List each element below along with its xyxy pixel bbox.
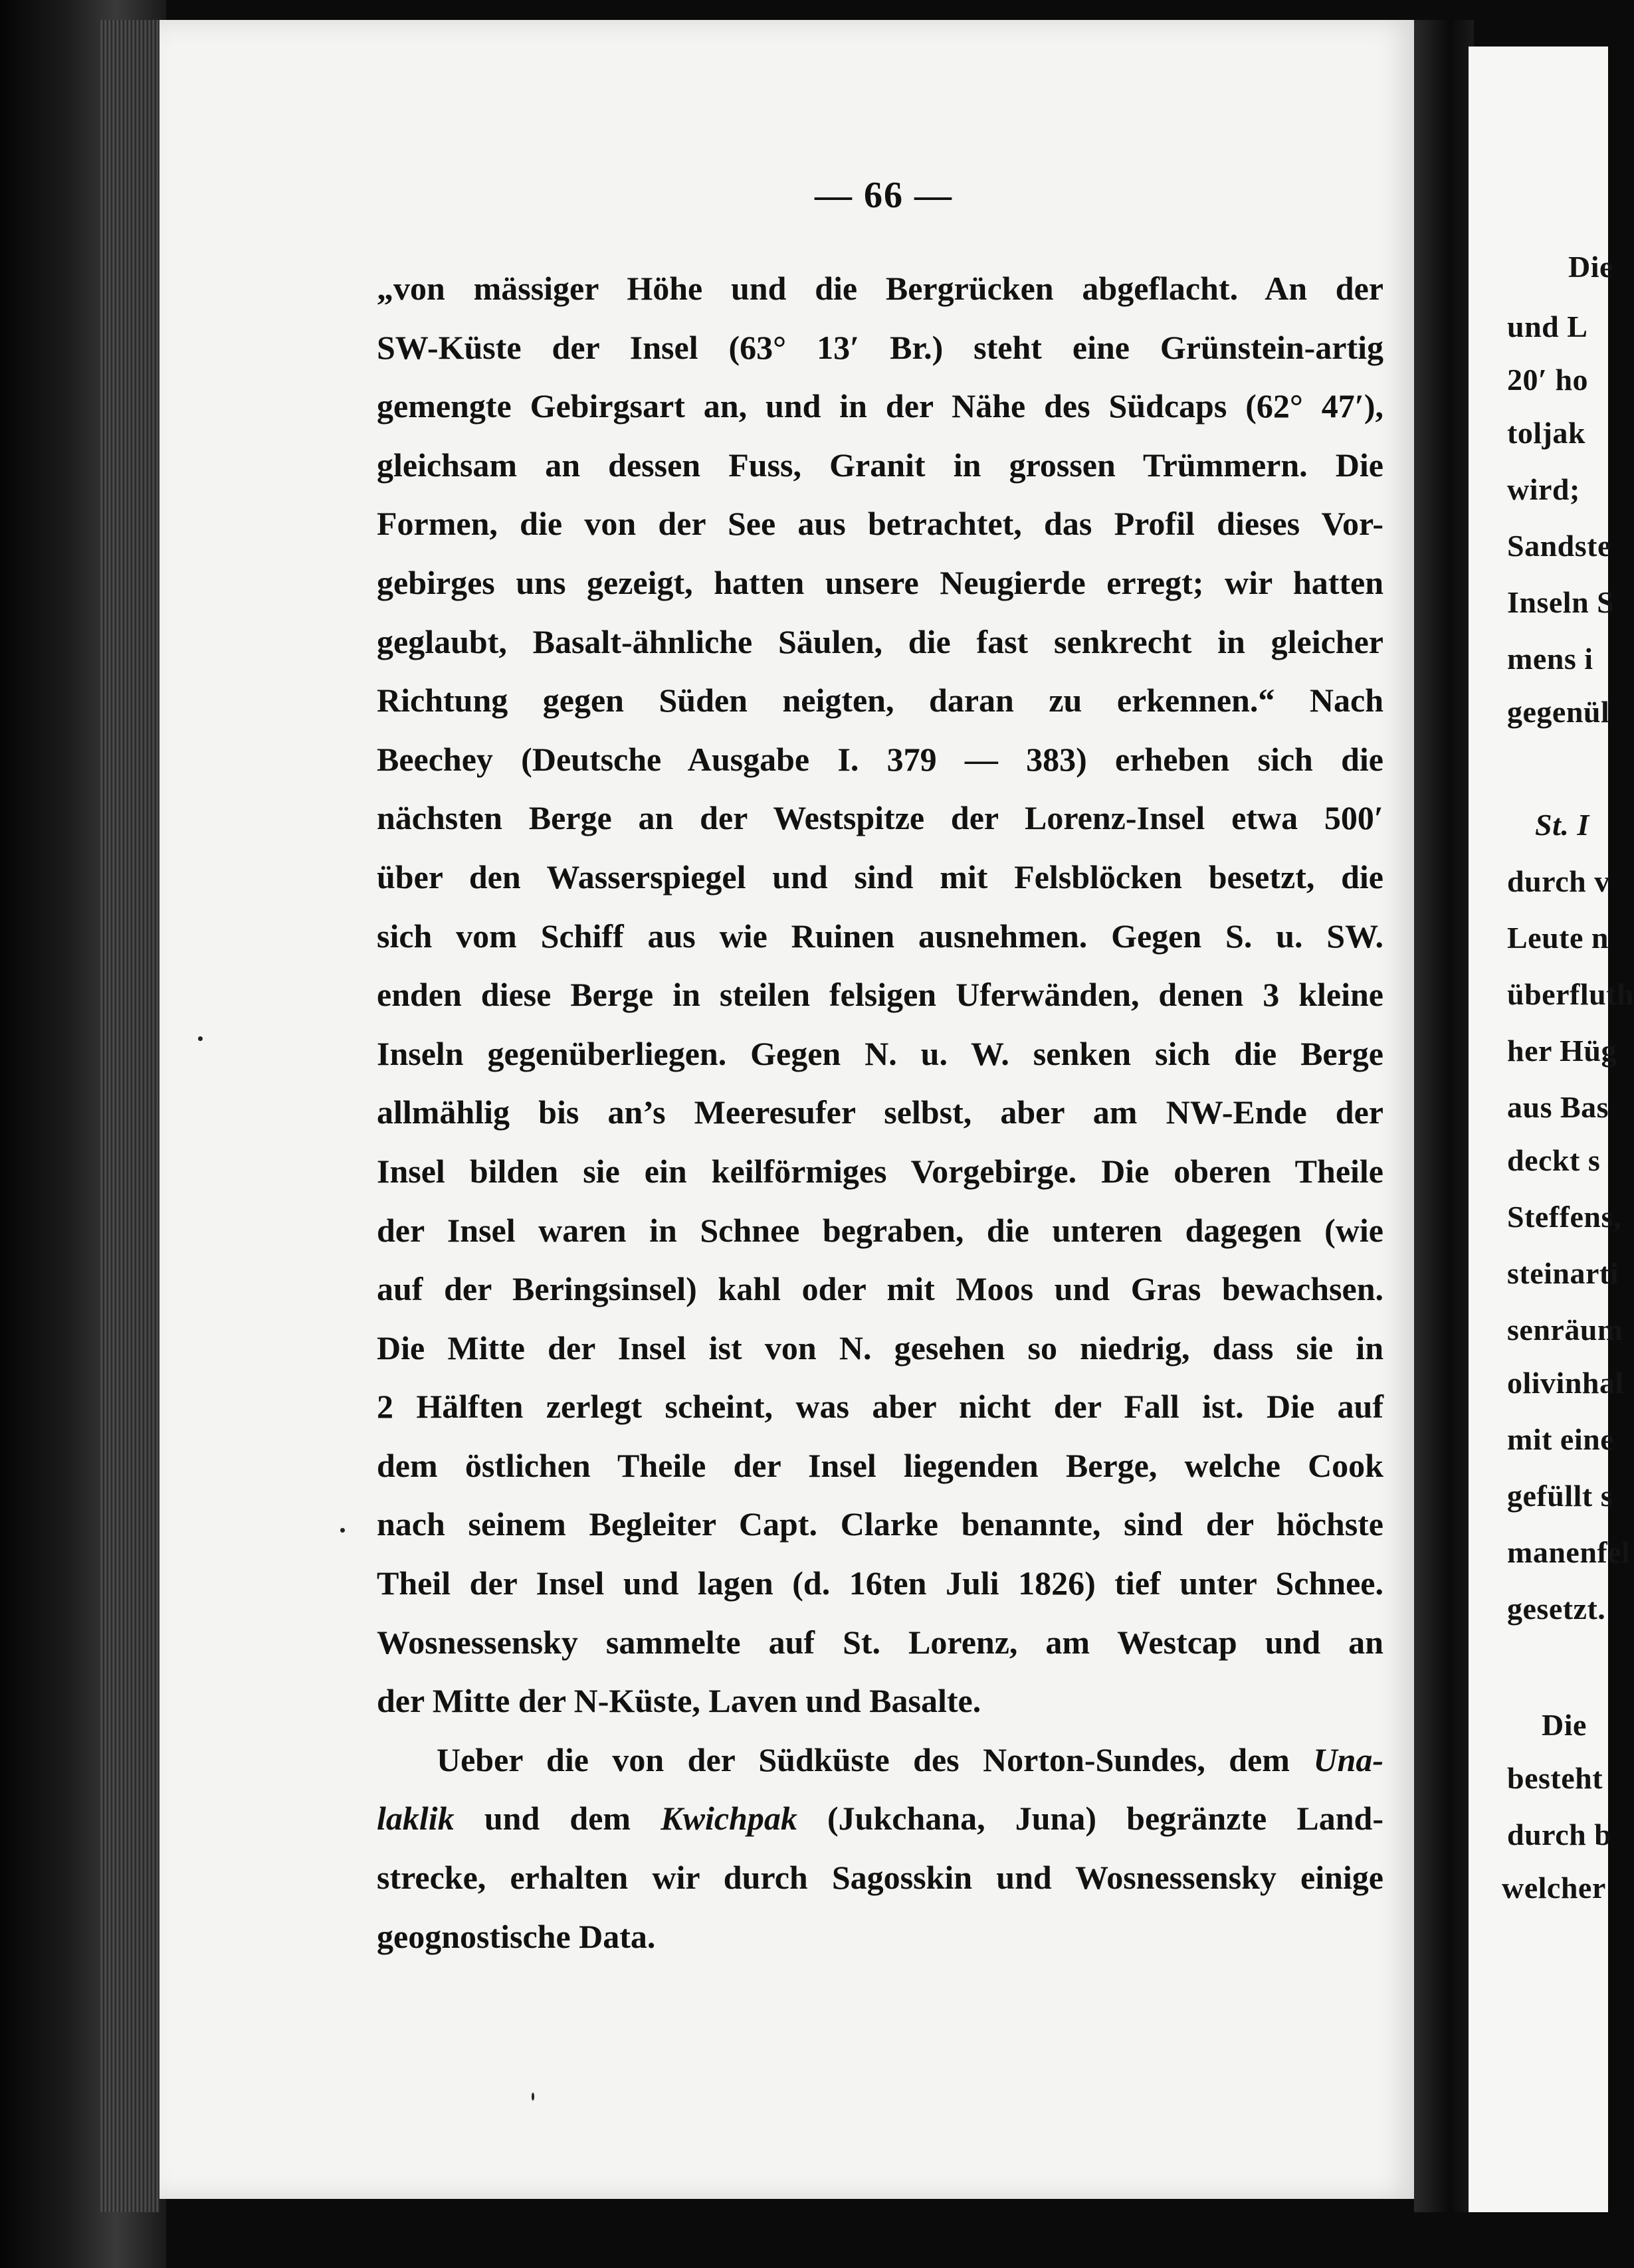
next-page-line: manenfel — [1507, 1535, 1631, 1569]
text-line: Beechey (Deutsche Ausgabe I. 379 — 383) erheben sich die — [377, 740, 1383, 778]
next-page-line: durch b — [1507, 1818, 1612, 1851]
text-line: auf der Beringsinsel) kahl oder mit Moos und Gras bewachsen. — [377, 1270, 1383, 1308]
paragraph-line — [377, 1789, 1383, 1848]
text-line: 2 Hälften zerlegt scheint, was aber nicht der Fall ist. Die auf — [377, 1388, 1383, 1426]
next-page-line: aus Bas — [1507, 1090, 1609, 1124]
text-line: Formen, die von der See aus betrachtet, das Profil dieses Vor- — [377, 505, 1383, 543]
text-line: sich vom Schiff aus wie Ruinen ausnehmen. Gegen S. u. SW. — [377, 917, 1383, 955]
page-number: — 66 — — [815, 175, 953, 216]
next-page-line: mit eine — [1507, 1422, 1615, 1456]
text-line: Theil der Insel und lagen (d. 16ten Juli 1826) tief unter Schnee. — [377, 1564, 1383, 1602]
paragraph-line — [377, 1731, 1383, 1790]
next-page-line: überfluth — [1507, 977, 1634, 1011]
next-page-line: wird; — [1507, 472, 1580, 506]
text-line: gemengte Gebirgsart an, und in der Nähe des Südcaps (62° 47′), — [377, 387, 1383, 425]
page-edges — [100, 20, 159, 2212]
next-page-line: 20′ ho — [1507, 363, 1589, 397]
next-page-line: gesetzt. — [1507, 1592, 1606, 1626]
text-run: (Jukchana, Juna) begränzte Land- — [797, 1800, 1383, 1838]
next-page-line: durch v — [1507, 864, 1610, 898]
next-page-line: welcher — [1502, 1871, 1606, 1905]
text-line: gleichsam an dessen Fuss, Granit in grossen Trümmern. Die — [377, 446, 1383, 484]
text-run: Ueber die von der Südküste des Norton-Sundes, dem — [437, 1741, 1314, 1778]
text-line: nach seinem Begleiter Capt. Clarke benannte, sind der höchste — [377, 1505, 1383, 1543]
text-line: Die Mitte der Insel ist von N. gesehen so niedrig, dass sie in — [377, 1329, 1383, 1367]
next-page-line: Inseln S — [1507, 585, 1615, 619]
place-name-unalaklik: Una- — [1313, 1741, 1383, 1778]
page-gutter — [1414, 20, 1474, 2212]
text-line: Wosnessensky sammelte auf St. Lorenz, am Westcap und an — [377, 1623, 1383, 1661]
next-page-line: und L — [1507, 310, 1588, 343]
text-line: über den Wasserspiegel und sind mit Felsblöcken besetzt, die — [377, 858, 1383, 896]
text-line: der Insel waren in Schnee begraben, die unteren dagegen (wie — [377, 1211, 1383, 1249]
next-page-line: her Hüg — [1507, 1034, 1617, 1068]
place-name-unalaklik: laklik — [377, 1800, 455, 1838]
print-speck — [532, 2093, 534, 2101]
text-line: nächsten Berge an der Westspitze der Lorenz-Insel etwa 500′ — [377, 799, 1383, 837]
next-page-line: Die — [1568, 250, 1613, 284]
next-page-line: gefüllt s — [1507, 1479, 1613, 1513]
next-page-line: mens i — [1507, 642, 1593, 676]
text-line: SW-Küste der Insel (63° 13′ Br.) steht eine Grünstein-artig — [377, 328, 1383, 366]
paragraph-line: geognostische Data. — [377, 1917, 656, 1955]
text-line: gebirges uns gezeigt, hatten unsere Neugierde erregt; wir hatten — [377, 563, 1383, 601]
text-line: „von mässiger Höhe und die Bergrücken abgeflacht. An der — [377, 270, 1383, 307]
text-line: enden diese Berge in steilen felsigen Uferwänden, denen 3 kleine — [377, 976, 1383, 1014]
next-page-line: Leute n — [1507, 921, 1609, 955]
text-line: geglaubt, Basalt-ähnliche Säulen, die fast senkrecht in gleicher — [377, 622, 1383, 660]
next-page-line: deckt s — [1507, 1143, 1601, 1177]
next-page-line: Die — [1542, 1708, 1587, 1742]
print-speck — [340, 1528, 345, 1533]
text-line: dem östlichen Theile der Insel liegenden Berge, welche Cook — [377, 1446, 1383, 1484]
paragraph-line: strecke, erhalten wir durch Sagosskin und Wosnessensky einige — [377, 1859, 1383, 1897]
next-page-line: besteht — [1507, 1761, 1603, 1795]
next-page-line: senräum — [1507, 1313, 1623, 1347]
text-line: Inseln gegenüberliegen. Gegen N. u. W. senken sich die Berge — [377, 1034, 1383, 1072]
next-page-fragment — [1469, 47, 1634, 2212]
next-page-line: Sandste — [1507, 529, 1611, 563]
text-line: der Mitte der N-Küste, Laven und Basalte. — [377, 1682, 981, 1720]
place-name-kwichpak: Kwichpak — [661, 1800, 797, 1838]
next-page-line: olivinhal — [1507, 1366, 1624, 1400]
text-line: Richtung gegen Süden neigten, daran zu erkennen.“ Nach — [377, 682, 1383, 719]
next-page-line: toljak — [1507, 416, 1585, 450]
print-speck — [198, 1036, 203, 1041]
text-run: und dem — [454, 1800, 661, 1838]
body-text — [377, 259, 1383, 1966]
text-line: Insel bilden sie ein keilförmiges Vorgebirge. Die oberen Theile — [377, 1152, 1383, 1190]
next-page-line: gegenül — [1507, 695, 1610, 729]
text-line: allmählig bis an’s Meeresufer selbst, aber am NW-Ende der — [377, 1093, 1383, 1131]
next-page-line: Steffens, — [1507, 1200, 1621, 1234]
next-page-line: steinarti — [1507, 1256, 1619, 1290]
next-page-line: St. I — [1535, 808, 1589, 842]
